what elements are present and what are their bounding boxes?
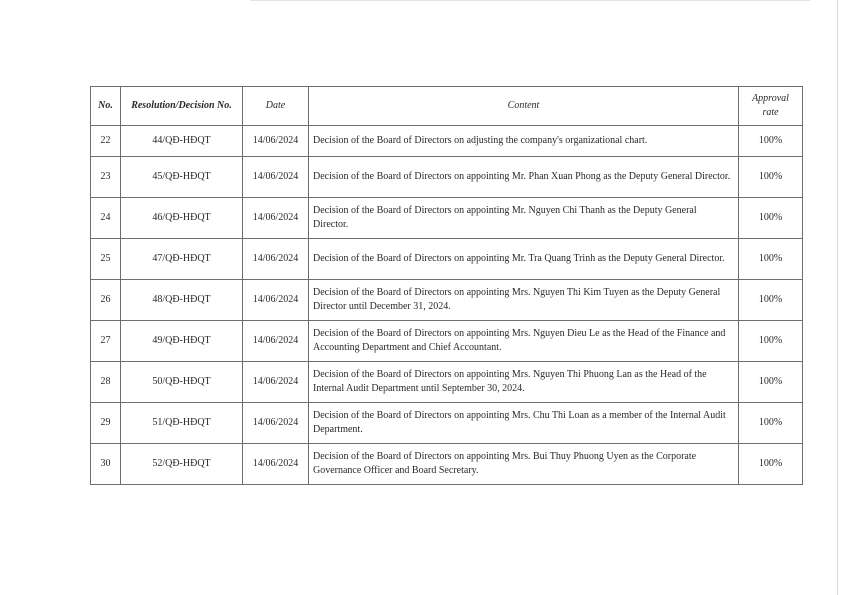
cell-date: 14/06/2024 bbox=[243, 280, 309, 321]
cell-resolution: 50/QĐ-HĐQT bbox=[121, 362, 243, 403]
cell-content: Decision of the Board of Directors on appointing Mr. Nguyen Chi Thanh as the Deputy General Director. bbox=[309, 198, 739, 239]
scan-edge-right bbox=[837, 0, 838, 595]
cell-approval-rate: 100% bbox=[739, 126, 803, 157]
table-header bbox=[91, 87, 803, 126]
cell-date: 14/06/2024 bbox=[243, 444, 309, 485]
table-row bbox=[91, 362, 803, 403]
cell-no: 26 bbox=[91, 280, 121, 321]
cell-content: Decision of the Board of Directors on appointing Mr. Phan Xuan Phong as the Deputy General Director. bbox=[309, 157, 739, 198]
table-row bbox=[91, 126, 803, 157]
cell-no: 28 bbox=[91, 362, 121, 403]
cell-approval-rate: 100% bbox=[739, 362, 803, 403]
header-approval-rate: Approval rate bbox=[739, 87, 803, 126]
cell-content: Decision of the Board of Directors on appointing Mrs. Nguyen Thi Kim Tuyen as the Deputy General Director until December 31, 2024. bbox=[309, 280, 739, 321]
cell-no: 23 bbox=[91, 157, 121, 198]
header-date: Date bbox=[243, 87, 309, 126]
cell-no: 24 bbox=[91, 198, 121, 239]
header-row bbox=[91, 87, 803, 126]
cell-date: 14/06/2024 bbox=[243, 198, 309, 239]
cell-content: Decision of the Board of Directors on adjusting the company's organizational chart. bbox=[309, 126, 739, 157]
cell-approval-rate: 100% bbox=[739, 444, 803, 485]
cell-approval-rate: 100% bbox=[739, 403, 803, 444]
cell-no: 29 bbox=[91, 403, 121, 444]
table-row bbox=[91, 321, 803, 362]
cell-no: 30 bbox=[91, 444, 121, 485]
resolutions-table bbox=[90, 86, 803, 485]
table-row bbox=[91, 280, 803, 321]
cell-content: Decision of the Board of Directors on appointing Mrs. Nguyen Dieu Le as the Head of the Finance and Accounting Department and Chief Accountant. bbox=[309, 321, 739, 362]
table-body bbox=[91, 126, 803, 485]
cell-resolution: 47/QĐ-HĐQT bbox=[121, 239, 243, 280]
cell-date: 14/06/2024 bbox=[243, 239, 309, 280]
cell-resolution: 52/QĐ-HĐQT bbox=[121, 444, 243, 485]
cell-no: 25 bbox=[91, 239, 121, 280]
table-row bbox=[91, 403, 803, 444]
header-content: Content bbox=[309, 87, 739, 126]
cell-resolution: 49/QĐ-HĐQT bbox=[121, 321, 243, 362]
cell-approval-rate: 100% bbox=[739, 198, 803, 239]
cell-date: 14/06/2024 bbox=[243, 321, 309, 362]
cell-content: Decision of the Board of Directors on appointing Mrs. Chu Thi Loan as a member of the Internal Audit Department. bbox=[309, 403, 739, 444]
scan-edge-top bbox=[250, 0, 810, 1]
cell-resolution: 46/QĐ-HĐQT bbox=[121, 198, 243, 239]
cell-approval-rate: 100% bbox=[739, 157, 803, 198]
cell-approval-rate: 100% bbox=[739, 239, 803, 280]
cell-date: 14/06/2024 bbox=[243, 157, 309, 198]
cell-resolution: 51/QĐ-HĐQT bbox=[121, 403, 243, 444]
cell-resolution: 48/QĐ-HĐQT bbox=[121, 280, 243, 321]
cell-date: 14/06/2024 bbox=[243, 126, 309, 157]
cell-date: 14/06/2024 bbox=[243, 362, 309, 403]
header-resolution: Resolution/Decision No. bbox=[121, 87, 243, 126]
cell-content: Decision of the Board of Directors on appointing Mrs. Nguyen Thi Phuong Lan as the Head of the Internal Audit Department until September 30, 2024. bbox=[309, 362, 739, 403]
cell-content: Decision of the Board of Directors on appointing Mrs. Bui Thuy Phuong Uyen as the Corporate Governance Officer and Board Secretary. bbox=[309, 444, 739, 485]
cell-no: 27 bbox=[91, 321, 121, 362]
table-row bbox=[91, 157, 803, 198]
cell-no: 22 bbox=[91, 126, 121, 157]
cell-content: Decision of the Board of Directors on appointing Mr. Tra Quang Trinh as the Deputy General Director. bbox=[309, 239, 739, 280]
cell-date: 14/06/2024 bbox=[243, 403, 309, 444]
table-row bbox=[91, 444, 803, 485]
cell-approval-rate: 100% bbox=[739, 280, 803, 321]
header-no: No. bbox=[91, 87, 121, 126]
table-row bbox=[91, 198, 803, 239]
table-row bbox=[91, 239, 803, 280]
cell-resolution: 45/QĐ-HĐQT bbox=[121, 157, 243, 198]
cell-approval-rate: 100% bbox=[739, 321, 803, 362]
cell-resolution: 44/QĐ-HĐQT bbox=[121, 126, 243, 157]
